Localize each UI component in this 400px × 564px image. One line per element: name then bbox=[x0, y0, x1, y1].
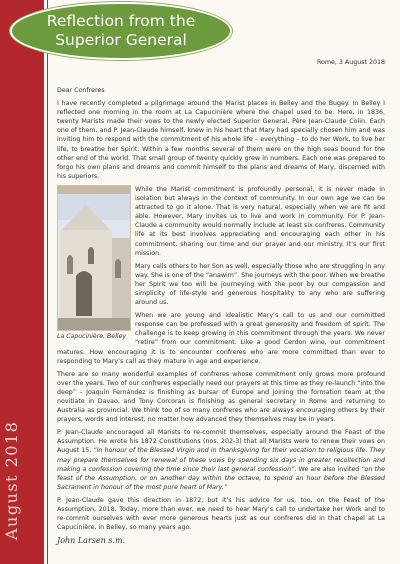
chapel-photo bbox=[57, 185, 131, 331]
title-line-1: Reflection from the bbox=[46, 12, 196, 30]
title-banner bbox=[10, 2, 232, 60]
paragraph-6-quote-b: “on the feast of the Assumption, or on another day within the octave, to spend an hour before the Blessed Sacrament in honour of the most pure heart of Mary.” bbox=[57, 465, 385, 491]
letter-body bbox=[57, 62, 385, 545]
photo-block bbox=[57, 185, 129, 341]
paragraph-7: P. Jean-Claude gave this direction in 1872, but it’s his advice for us, too, on the Feast of the Assumption, 2018. Today, more than ever, we need to hear Mary’s call to undertake her Work and to re-commit ourselves with ever more generous hearts just as our confreres did in that chapel at La Capucinière, in Belley, so many years ago. bbox=[57, 496, 385, 532]
paragraph-1: I have recently completed a pilgrimage around the Marist places in Belley and the Bugey. In Belley I reflected one morning in the room at La Capucinière where the chapel used to be. Here, in 1836, twenty Marists made their vows to the newly elected Superior General, Père Jean-Claude Colin. Each one of them, and P. Jean-Claude himself, knew in his heart that Mary had specially chosen him and was inviting him to respond with the commitment of his whole life – everything – to do her Work, to live her life, to breathe her Spirit. Within a few months several of them were on the high seas bound for the other end of the world. That small group of twenty quickly grew in numbers. Each one was prepared to forgo his own plans and dreams and commit himself to the plans and dreams of Mary, discerned with his superiors. bbox=[57, 100, 385, 180]
signature: John Larsen s.m. bbox=[57, 536, 126, 546]
title-line-2: Superior General bbox=[55, 31, 187, 49]
paragraph-3: Mary calls others to her Son as well, especially those who are struggling in any way. She is one of the “anawim”. She journeys with the poor. When we breathe her Spirit we too will be journeying with the poor by our compassion and simplicity of life-style and generous hospitality to any who are suffering around us. bbox=[135, 262, 385, 307]
paragraph-6-quote-a: “in honour of the Blessed Virgin and in thanksgiving for their vocation to religious life. They may prepare themselves for renewal of these vows by spending six days in greater recollection and making a confession covering the time since their last general confession” bbox=[57, 447, 385, 473]
paragraph-6-text-a: P. Jean-Claude encouraged all Marists to re-commit themselves, especially around the Feast of the Assumption. He wrote his 1872 Constitutions (nos. 202-3) that all Marists were to renew their vows on August 15, bbox=[57, 429, 385, 455]
photo-caption: La Capucinière, Belley bbox=[57, 332, 126, 340]
paragraph-5: There are so many wonderful examples of confreres whose commitment only grows more profound over the years. Two of our confreres especially need our prayers at this time as they re-launch “into the deep” – Joaquín Fernández is finishing as bursar of Europe and joining the formation team at the novitiate in Davao, and Tony Corcoran is finishing as general secretary in Rome and returning to Australia as provincial. We think too of so many confreres who are always encouraging others by their prayers, words and interest, no matter how advanced they themselves may be in years. bbox=[57, 370, 385, 424]
sidebar-divider-line bbox=[47, 0, 48, 564]
letter-date: Rome, 3 August 2018 bbox=[316, 59, 385, 66]
paragraph-2: While the Marist commitment is profoundly personal, it is never made in isolation but always in the context of community. In our own age we can be attracted to go it alone. That is very natural, especially when we are fit and able. However, Mary invites us to live and work in community. For P. Jean-Claude a community would normally include at least six confreres. Community life at its best involves appreciating and encouraging each other in his commitment, sharing our time and our prayer and our ministry. It’s our first mission. bbox=[135, 185, 385, 257]
paragraph-6-text-b: . We are also invited bbox=[294, 465, 362, 473]
salutation: Dear Confreres bbox=[57, 87, 105, 94]
paragraph-6 bbox=[57, 428, 385, 492]
vertical-date: August 2018 bbox=[2, 420, 21, 540]
paragraph-4: When we are young and idealistic Mary’s call to us and our committed response can be professed with a great generosity and freedom of spirit. The challenge is to keep growing in this commitment through the years. We never “retire” from our commitment. Like a good Cerdon wine, our commitment matures. How encouraging it is to encounter confreres who are more committed than ever to responding to Mary’s call as they mature in age and experience. bbox=[57, 312, 385, 365]
